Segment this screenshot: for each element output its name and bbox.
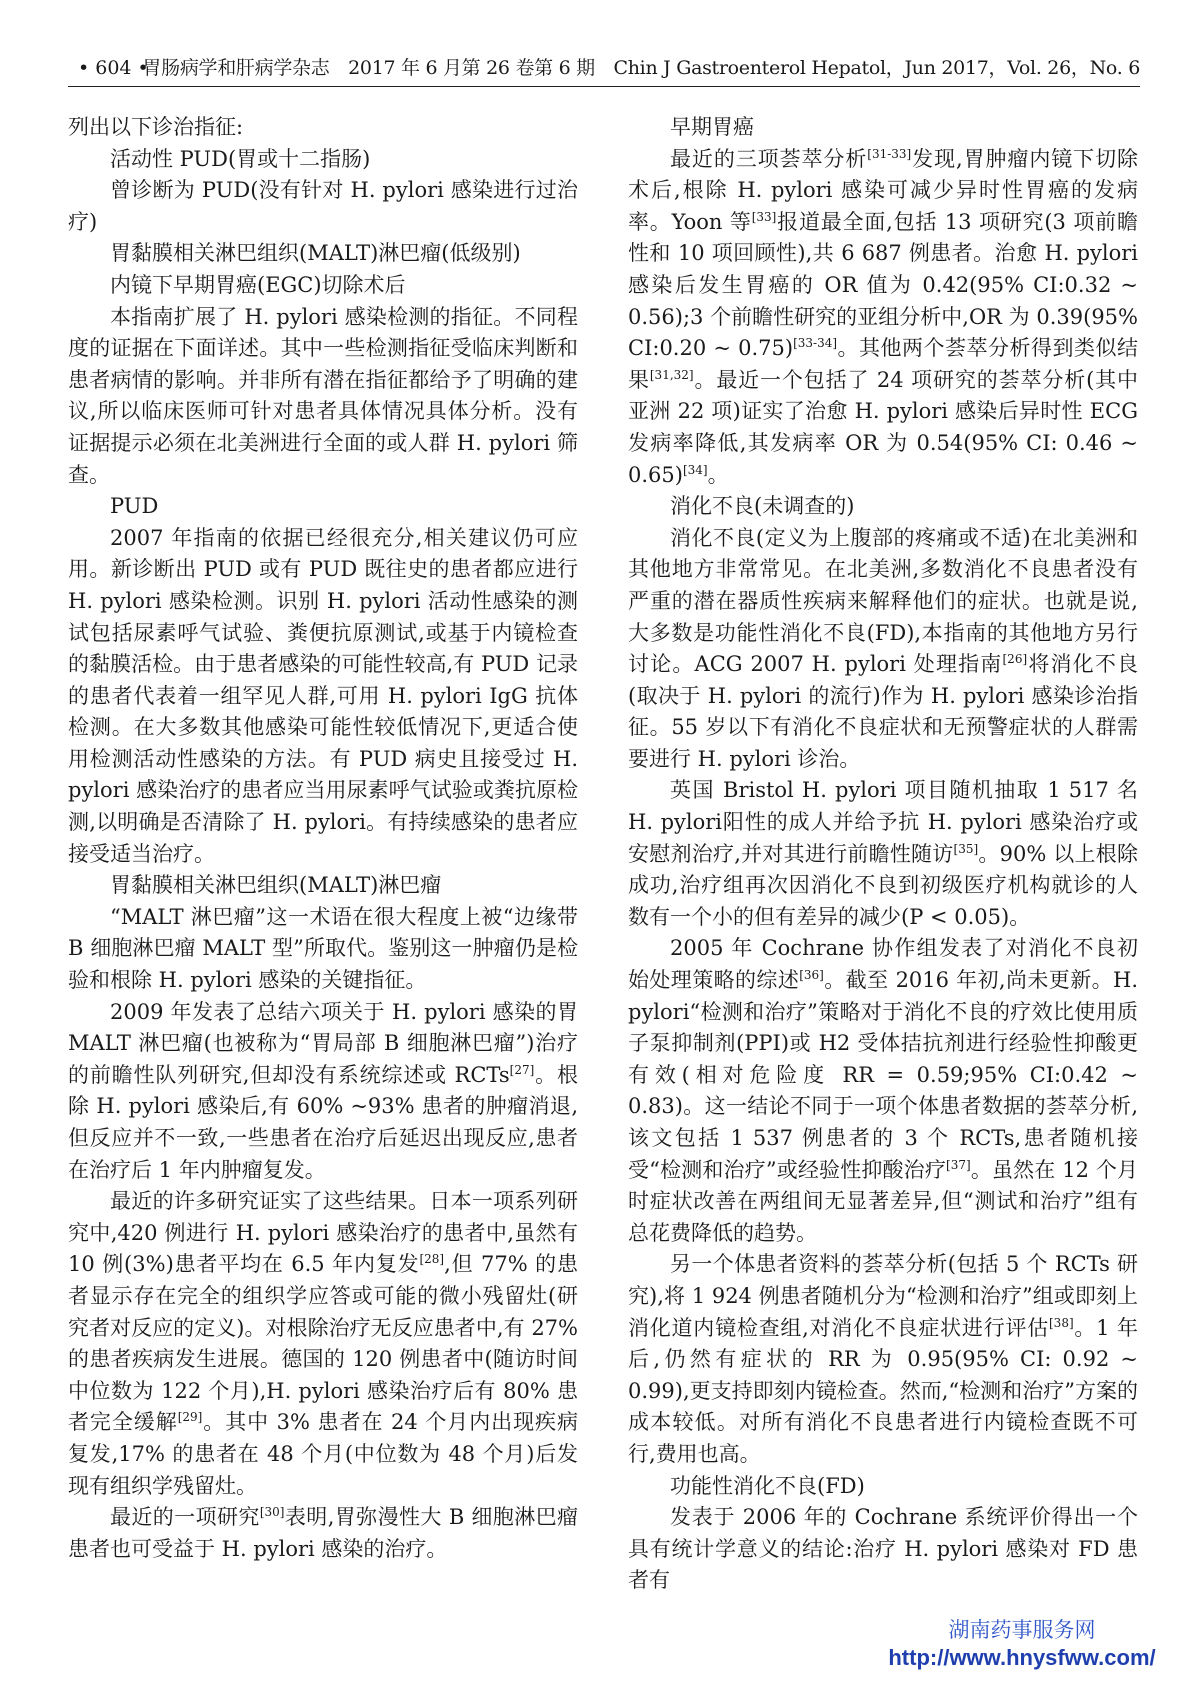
section-heading: 早期胃癌 bbox=[670, 115, 754, 139]
text: 消化不良(定义为上腹部的疼痛或不适)在北美洲和其他地方非常常见。在北美洲,多数消化不良患者没有严重的潜在器质性疾病来解释他们的症状。也就是说,大多数是功能性消化不良(FD),本指南的其他地方另行讨论。ACG 2007 H. pylori 处理指南 bbox=[628, 525, 1138, 677]
section-heading: 胃黏膜相关淋巴组织(MALT)淋巴瘤 bbox=[110, 873, 442, 898]
paragraph: 本指南扩展了 H. pylori 感染检测的指征。不同程度的证据在下面详述。其中一些检测指征受临床判断和患者病情的影响。并非所有潜在指征都给予了明确的建议,所以临床医师可针对患者具体情况具体分析。没有证据提示必须在北美洲进行全面的或人群 H. pylori 筛查。 bbox=[68, 304, 578, 487]
text: 2005 年 Cochrane 协作组发表了对消化不良初始处理策略的综述 bbox=[628, 936, 1138, 993]
citation: [28] bbox=[419, 1252, 445, 1267]
citation: [33] bbox=[751, 209, 777, 224]
citation: [36] bbox=[799, 968, 824, 983]
watermark-url[interactable]: http://www.hnysfww.com/ bbox=[888, 1645, 1156, 1670]
text: 。1 年后,仍然有症状的 RR 为 0.95(95% CI: 0.92 ~ 0.99),更支持即刻内镜检查。然而,“检测和治疗”方案的成本较低。对所有消化不良患者进行内镜检查既不可行,费用也高。 bbox=[628, 1315, 1138, 1466]
text: ,但 77% 的患者显示存在完全的组织学应答或可能的微小残留灶(研究者对反应的定义)。对根除治疗无反应患者中,有 27% 的患者疾病发生进展。德国的 120 例患者中(随访时间中位数为 122 个月),H. pylori 感染治疗后有 80% 患者完全缓解 bbox=[68, 1252, 578, 1435]
text: 最近的一项研究 bbox=[110, 1505, 260, 1530]
right-column bbox=[628, 112, 1138, 1597]
text: 。截至 2016 年初,尚未更新。H. pylori“检测和治疗”策略对于消化不良的疗效比使用质子泵抑制剂(PPI)或 H2 受体拮抗剂进行经验性抑酸更有效(相对危险度 RR = 0.59;95% CI:0.42 ~ 0.83)。这一结论不同于一项个体患者数据的荟萃分析,该文包括 1 537 例患者的 3 个 RCTs,患者随机接受“检测和治疗”或经验性抑酸治疗 bbox=[628, 968, 1138, 1182]
text: 另一个体患者资料的荟萃分析(包括 5 个 RCTs 研究),将 1 924 例患者随机分为“检测和治疗”组或即刻上消化道内镜检查组,对消化不良症状进行评估 bbox=[628, 1252, 1138, 1340]
text: 。根除 H. pylori 感染后,有 60% ~93% 患者的肿瘤消退,但反应并不一致,一些患者在治疗后延迟出现反应,患者在治疗后 1 年内肿瘤复发。 bbox=[68, 1062, 579, 1182]
citation: [31,32] bbox=[649, 367, 694, 382]
left-column bbox=[68, 112, 578, 1565]
text: 。其中 3% 患者在 24 个月内出现疾病复发,17% 的患者在 48 个月(中位数为 48 个月)后发现有组织学残留灶。 bbox=[68, 1410, 578, 1498]
citation: [37] bbox=[946, 1157, 971, 1172]
paragraph: 列出以下诊治指征: bbox=[68, 115, 244, 139]
citation: [38] bbox=[1049, 1315, 1074, 1330]
page-number: • 604 • bbox=[78, 57, 149, 79]
paragraph bbox=[628, 523, 1138, 776]
citation: [31-33] bbox=[867, 146, 912, 161]
section-heading: PUD bbox=[110, 494, 159, 519]
text: 英国 Bristol H. pylori 项目随机抽取 1 517 名 H. pylori阳性的成人并给予抗 H. pylori 感染治疗或安慰剂治疗,并对其进行前瞻性随访 bbox=[628, 778, 1138, 866]
text: 最近的三项荟萃分析 bbox=[670, 146, 868, 171]
paragraph bbox=[628, 1249, 1138, 1470]
text: 发现,胃肿瘤内镜下切除术后,根除 H. pylori 感染可减少异时性胃癌的发病率。Yoon 等 bbox=[628, 146, 1138, 234]
list-item: 胃黏膜相关淋巴组织(MALT)淋巴瘤(低级别) bbox=[110, 241, 521, 266]
section-heading: 功能性消化不良(FD) bbox=[670, 1473, 865, 1498]
text: 。虽然在 12 个月时症状改善在两组间无显著差异,但“测试和治疗”组有总花费降低的趋势。 bbox=[628, 1157, 1138, 1245]
paragraph bbox=[68, 1502, 578, 1565]
section-heading: 消化不良(未调查的) bbox=[670, 494, 855, 519]
citation: [27] bbox=[509, 1062, 535, 1077]
site-watermark bbox=[872, 1618, 1172, 1672]
paragraph bbox=[628, 933, 1138, 1249]
text: 。 bbox=[707, 462, 729, 487]
paragraph bbox=[628, 144, 1138, 492]
paragraph bbox=[68, 997, 578, 1187]
text: 。90% 以上根除成功,治疗组再次因消化不良到初级医疗机构就诊的人数有一个小的但有差异的减少(P < 0.05)。 bbox=[628, 841, 1138, 929]
list-item: 内镜下早期胃癌(EGC)切除术后 bbox=[110, 272, 406, 297]
paragraph: 发表于 2006 年的 Cochrane 系统评价得出一个具有统计学意义的结论:治疗 H. pylori 感染对 FD 患者有 bbox=[628, 1505, 1138, 1593]
watermark-name: 湖南药事服务网 bbox=[948, 1619, 1096, 1642]
citation: [34] bbox=[682, 462, 708, 477]
citation: [30] bbox=[259, 1505, 285, 1520]
citation: [26] bbox=[1002, 652, 1028, 667]
paragraph bbox=[628, 775, 1138, 933]
text: 报道最全面,包括 13 项研究(3 项前瞻性和 10 项回顾性),共 6 687 例患者。治愈 H. pylori 感染后发生胃癌的 OR 值为 0.42(95% CI:0.32 ~ 0.56);3 个前瞻性研究的亚组分析中,OR 为 0.39(95% CI:0.20 ~ 0.75) bbox=[628, 209, 1138, 361]
text: 。最近一个包括了 24 项研究的荟萃分析(其中亚洲 22 项)证实了治愈 H. pylori 感染后异时性 ECG 发病率降低,其发病率 OR 为 0.54(95% CI: 0.46 ~ 0.65) bbox=[628, 367, 1139, 487]
paragraph bbox=[68, 1186, 578, 1502]
text: 表明,胃弥漫性大 B 细胞淋巴瘤患者也可受益于 H. pylori 感染的治疗。 bbox=[68, 1505, 579, 1561]
running-header bbox=[68, 56, 1140, 87]
paragraph: “MALT 淋巴瘤”这一术语在很大程度上被“边缘带 B 细胞淋巴瘤 MALT 型”所取代。鉴别这一肿瘤仍是检验和根除 H. pylori 感染的关键指征。 bbox=[68, 904, 578, 993]
citation: [33-34] bbox=[793, 336, 838, 351]
journal-info: 胃肠病学和肝病学杂志 2017 年 6 月第 26 卷第 6 期 Chin J Gastroenterol Hepatol，Jun 2017，Vol. 26，No. 6 bbox=[142, 57, 1140, 79]
text: 将消化不良(取决于 H. pylori 的流行)作为 H. pylori 感染诊治指征。55 岁以下有消化不良症状和无预警症状的人群需要进行 H. pylori 诊治。 bbox=[628, 652, 1139, 771]
citation: [35] bbox=[953, 841, 979, 856]
list-item: 活动性 PUD(胃或十二指肠) bbox=[110, 146, 371, 171]
text: 。其他两个荟萃分析得到类似结果 bbox=[628, 336, 1139, 392]
text: 最近的许多研究证实了这些结果。日本一项系列研究中,420 例进行 H. pylori 感染治疗的患者中,虽然有 10 例(3%)患者平均在 6.5 年内复发 bbox=[68, 1189, 578, 1277]
list-item: 曾诊断为 PUD(没有针对 H. pylori 感染进行过治疗) bbox=[68, 178, 578, 234]
text: 2009 年发表了总结六项关于 H. pylori 感染的胃 MALT 淋巴瘤(也被称为“胃局部 B 细胞淋巴瘤”)治疗的前瞻性队列研究,但却没有系统综述或 RCTs bbox=[68, 999, 578, 1087]
paragraph: 2007 年指南的依据已经很充分,相关建议仍可应用。新诊断出 PUD 或有 PUD 既往史的患者都应进行 H. pylori 感染检测。识别 H. pylori 活动性感染的测试包括尿素呼气试验、粪便抗原测试,或基于内镜检查的黏膜活检。由于患者感染的可能性较高,有 PUD 记录的患者代表着一组罕见人群,可用 H. pylori IgG 抗体检测。在大多数其他感染可能性较低情况下,更适合使用检测活动性感染的方法。有 PUD 病史且接受过 H. pylori 感染治疗的患者应当用尿素呼气试验或粪抗原检测,以明确是否清除了 H. pylori。有持续感染的患者应接受适当治疗。 bbox=[68, 525, 578, 866]
citation: [29] bbox=[177, 1410, 203, 1425]
